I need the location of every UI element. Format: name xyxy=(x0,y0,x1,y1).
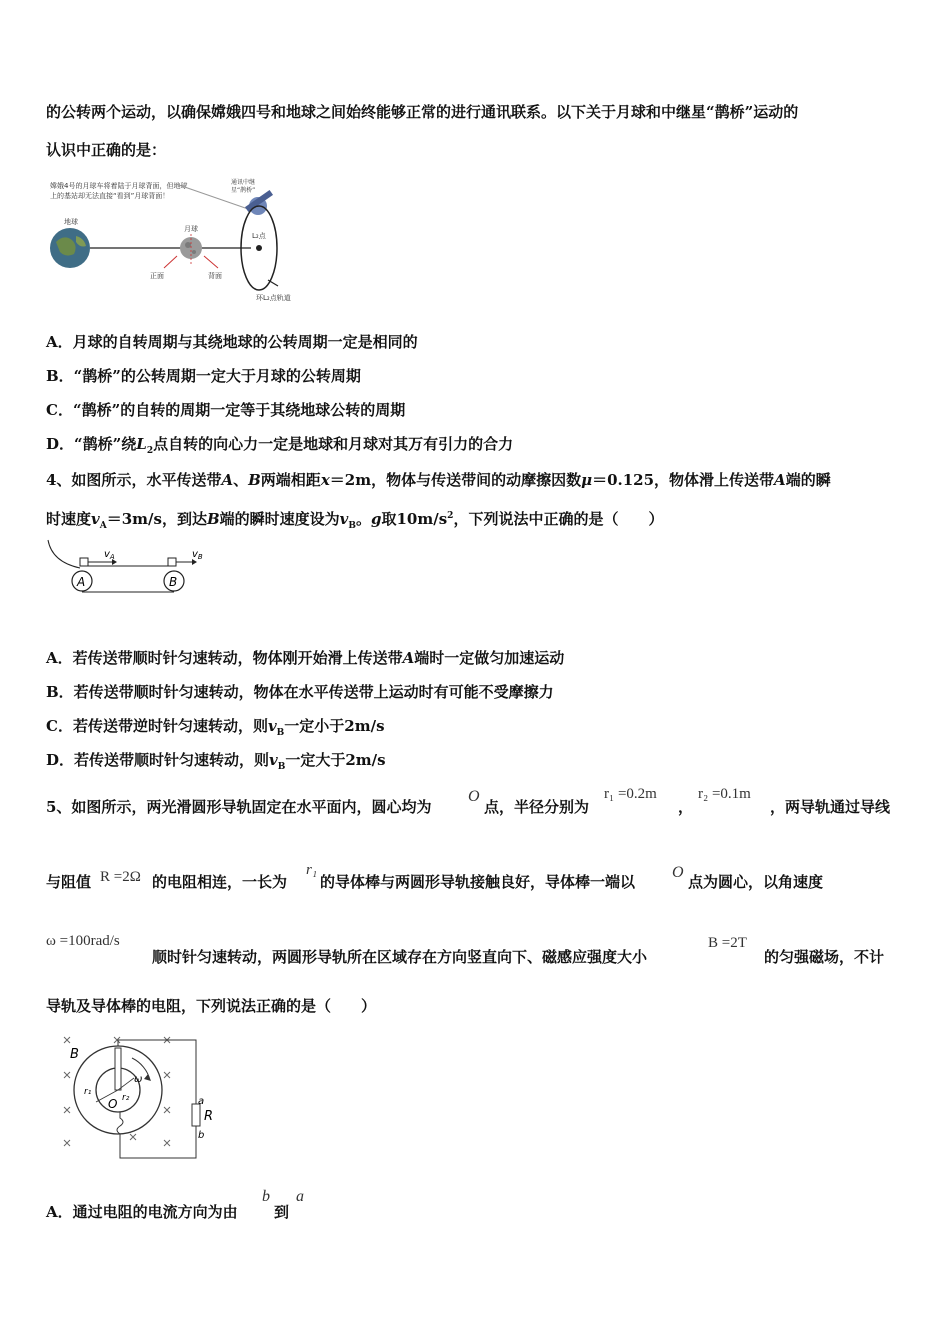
q3-option-d[interactable]: D．“鹊桥”绕$L_2$点自转的向心力一定是地球和月球对其万有引力的合力 xyxy=(46,435,514,456)
q3-fig-front-label: 正面 xyxy=(150,272,164,280)
q5-fig-r2-label: r₂ xyxy=(122,1093,130,1103)
q5-math-r1: r₁ =0.2m xyxy=(604,786,657,802)
q5-fig-r-label: R xyxy=(204,1109,214,1124)
q3-option-b[interactable]: B．“鹊桥”的公转周期一定大于月球的公转周期 xyxy=(46,367,361,385)
q5-fig-a-label: a xyxy=(198,1096,205,1107)
q4-option-c[interactable]: C．若传送带逆时针匀速转动，则$v_B$一定小于2m/s xyxy=(46,717,385,738)
q5-stem-line-1: 5、如图所示，两光滑圆形导轨固定在水平面内，圆心均为 xyxy=(46,798,432,816)
q3-fig-back-label: 背面 xyxy=(208,272,222,280)
q3-fig-earth-label: 地球 xyxy=(64,218,78,226)
q5-comma: ， xyxy=(678,798,694,816)
q5-stem-line-4: 导轨及导体棒的电阻，下列说法正确的是（ ） xyxy=(46,997,377,1015)
q5-option-a-b: b xyxy=(262,1188,270,1205)
q5-stem-line-2b: 的电阻相连，一长为 xyxy=(152,873,288,891)
q5-fig-o-label: O xyxy=(108,1097,118,1111)
q3-option-c[interactable]: C．“鹊桥”的自转的周期一定等于其绕地球公转的周期 xyxy=(46,401,406,419)
q5-option-a-a: a xyxy=(296,1188,304,1205)
q3-fig-relay-label-1: 通讯中继 xyxy=(231,179,256,186)
q5-math-o: O xyxy=(468,788,480,805)
q5-fig-b-small-label: b xyxy=(198,1130,205,1141)
q4-stem-line-2: 时速度$v_A=3m/s$，到达B端的瞬时速度设为$v_B$。g取$10m/s^2$，下列说法中正确的是（ ） xyxy=(46,510,664,531)
q5-stem-line-1c: ，两导轨通过导线 xyxy=(770,798,891,816)
earth-icon xyxy=(50,228,90,268)
q4-option-d[interactable]: D．若传送带顺时针匀速转动，则$v_B$一定大于2m/s xyxy=(46,751,386,772)
q5-fig-omega-label: ω xyxy=(134,1074,143,1085)
q5-math-o-2: O xyxy=(672,864,684,881)
q5-math-r: R =2Ω xyxy=(100,869,141,885)
block-at-b xyxy=(168,558,176,566)
q5-fig-b-label: B xyxy=(70,1047,79,1062)
q5-math-b: B =2T xyxy=(708,935,747,951)
q5-math-omega: ω =100rad/s xyxy=(46,933,120,949)
q3-fig-moon-label: 月球 xyxy=(184,225,198,233)
q5-stem-line-2a: 与阻值 xyxy=(46,873,92,891)
q4-fig-vb: $v_B$ xyxy=(192,549,203,561)
q3-option-a[interactable]: A．月球的自转周期与其绕地球的公转周期一定是相同的 xyxy=(46,333,418,351)
conductor-rod xyxy=(115,1048,121,1090)
q5-option-a-to: 到 xyxy=(274,1203,290,1221)
q4-conveyor-figure xyxy=(44,536,224,600)
q5-math-r1-short: r₁ xyxy=(306,862,318,878)
q4-option-a[interactable]: A．若传送带顺时针匀速转动，物体刚开始滑上传送带A端时一定做匀加速运动 xyxy=(46,649,565,667)
q4-fig-label-a: A xyxy=(77,575,86,589)
q3-fig-orbit-label: 环L₂点轨道 xyxy=(256,294,291,302)
q5-stem-line-2c: 的导体棒与两圆形导轨接触良好，导体棒一端以 xyxy=(320,873,636,891)
q5-stem-line-1b: 点，半径分别为 xyxy=(484,798,590,816)
q4-option-b[interactable]: B．若传送带顺时针匀速转动，物体在水平传送带上运动时有可能不受摩擦力 xyxy=(46,683,554,701)
q5-fig-r1-label: r₁ xyxy=(84,1087,92,1097)
resistor xyxy=(192,1104,200,1126)
q3-fig-note-2: 上的基站却无法直接“看到”月球背面！ xyxy=(50,192,170,200)
q5-stem-line-3b: 的匀强磁场，不计 xyxy=(764,948,885,966)
q4-fig-label-b: B xyxy=(169,575,178,589)
q5-stem-line-3: 顺时针匀速转动，两圆形导轨所在区域存在方向竖直向下、磁感应强度大小 xyxy=(152,948,648,966)
q5-stem-line-2d: 点为圆心，以角速度 xyxy=(688,873,824,891)
q3-text-line-1: 的公转两个运动，以确保嫦娥四号和地球之间始终能够正常的进行通讯联系。以下关于月球和中继星“鹊桥”运动的 xyxy=(46,103,799,121)
l2-point-marker xyxy=(256,245,262,251)
q3-text-line-2: 认识中正确的是： xyxy=(46,141,167,159)
q3-moon-relay-figure xyxy=(46,176,316,306)
q4-stem-line-1: 4、如图所示，水平传送带A、B两端相距x＝2m，物体与传送带间的动摩擦因数μ＝0.125，物体滑上传送带A端的瞬 xyxy=(46,471,831,489)
q5-option-a[interactable]: A．通过电阻的电流方向为由 xyxy=(46,1203,238,1221)
q5-circuit-figure xyxy=(56,1034,226,1164)
q3-fig-note-1: 嫦娥4号的月球车将着陆于月球背面，但地球 xyxy=(50,182,188,190)
q5-math-r2: r₂ =0.1m xyxy=(698,786,751,802)
q3-fig-l2-label: L₂点 xyxy=(252,232,266,240)
q3-fig-relay-label-2: 星“鹊桥” xyxy=(231,187,256,194)
q4-fig-va: $v_A$ xyxy=(104,549,115,561)
block-at-a xyxy=(80,558,88,566)
